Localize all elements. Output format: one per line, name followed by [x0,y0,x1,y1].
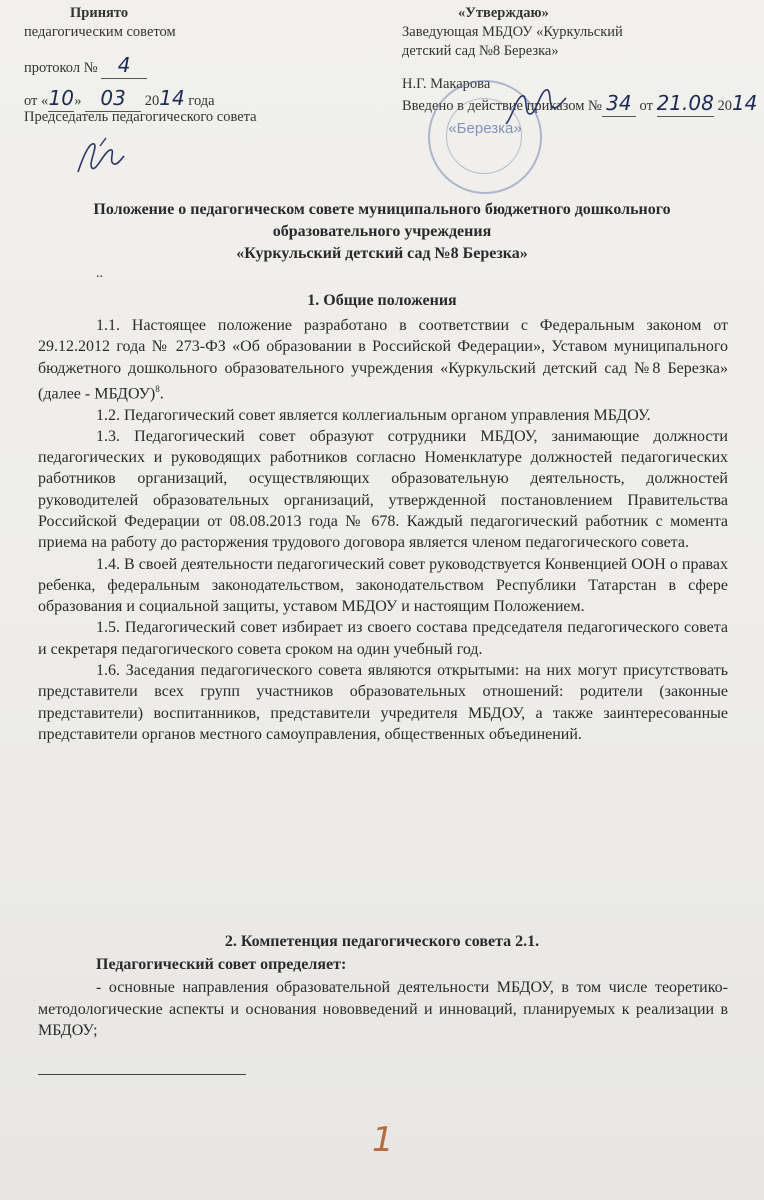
paragraph-1-2: 1.2. Педагогический совет является коллегиальным органом управления МБДОУ. [96,406,651,424]
accepted-date-line: от «10» 03 2014 года [24,86,215,110]
stamp-text: «Березка» [448,120,522,137]
paragraph-1-3: 1.3. Педагогический совет образуют сотрудники МБДОУ, занимающие должности педагогических и руководящих работников согласно Номенклатуре должностей педагогических работников организаций, осуществляющих образовательную деятельность, должностей руководителей образовательных организаций, утвержденной постановлением Правительства Российской Федерации от 08.08.2013 года № 678. Каждый педагогический работник с момента приема на работу до расторжения трудового договора является членом педагогического совета. [38,427,728,552]
paragraph-1-5: 1.5. Педагогический совет избирает из своего состава председателя педагогического совета и секретаря педагогического совета сроком на один учебный год. [38,619,728,658]
accepted-title: Принято [70,5,129,21]
order-number: 34 [606,91,632,115]
head-position-line2: детский сад №8 Березка» [402,43,559,59]
chair-signature [70,134,130,184]
section-1-heading: 1. Общие положения [307,292,457,309]
accepted-month: 03 [100,86,126,110]
footnote-separator [38,1074,246,1075]
head-name: Н.Г. Макарова [402,76,491,92]
approved-title: «Утверждаю» [458,5,549,21]
title-line-1: Положение о педагогическом совете муниципального бюджетного дошкольного [93,201,671,218]
section-2-subheading: Педагогический совет определяет: [96,956,347,973]
order-date: 21.08 [656,91,714,115]
paragraph-1-1: 1.1. Настоящее положение разработано в соответствии с Федеральным законом от 29.12.2012 года № 273-ФЗ «Об образовании в Российской Федерации», Уставом муниципального бюджетного дошкольного образовательного учреждения «Куркульский детский сад №8 Березка» (далее - МБДОУ)$^8$. [38,317,728,403]
approval-block-left [24,4,354,127]
title-line-3: «Куркульский детский сад №8 Березка» [236,245,528,262]
page-number: 1 [372,1120,394,1160]
protocol-line: протокол № 4 [24,56,354,75]
title-line-2: образовательного учреждения [272,223,492,240]
protocol-number: 4 [117,53,131,77]
accepted-by-line: педагогическим советом [24,24,176,40]
stray-dots: .. [96,266,103,281]
order-year: 14 [731,91,758,115]
section-2-body [38,977,728,1042]
head-position-line1: Заведующая МБДОУ «Куркульский [402,24,623,40]
document-title [20,199,744,265]
accepted-year: 14 [159,86,185,110]
paragraph-2-1: - основные направления образовательной деятельности МБДОУ, в том числе теоретико-методологические аспекты и основания нововведений и инноваций, планируемых к реализации в МБДОУ; [38,979,728,1039]
paragraph-1-6: 1.6. Заседания педагогического совета являются открытыми: на них могут присутствовать представители всех групп участников образовательных отношений: родители (законные представители) воспитанников, представители учредителя МБДОУ, а также заинтересованные представители органов местного самоуправления, общественных объединений. [38,662,728,743]
section-2-heading: 2. Компетенция педагогического совета 2.1. [224,933,540,950]
accepted-day: 10 [48,86,74,110]
paragraph-1-4: 1.4. В своей деятельности педагогический совет руководствуется Конвенцией ООН о правах ребенка, федеральным законодательством, законодательством Республики Татарстан в сфере образования и социальной защиты, уставом МБДОУ и настоящим Положением. [38,555,728,616]
chair-label: Председатель педагогического совета [24,109,257,125]
order-line: Введено в действие приказом № 34 от 21.08 2014 [402,91,758,115]
section-1-body [38,315,728,745]
head-signature [500,84,570,134]
